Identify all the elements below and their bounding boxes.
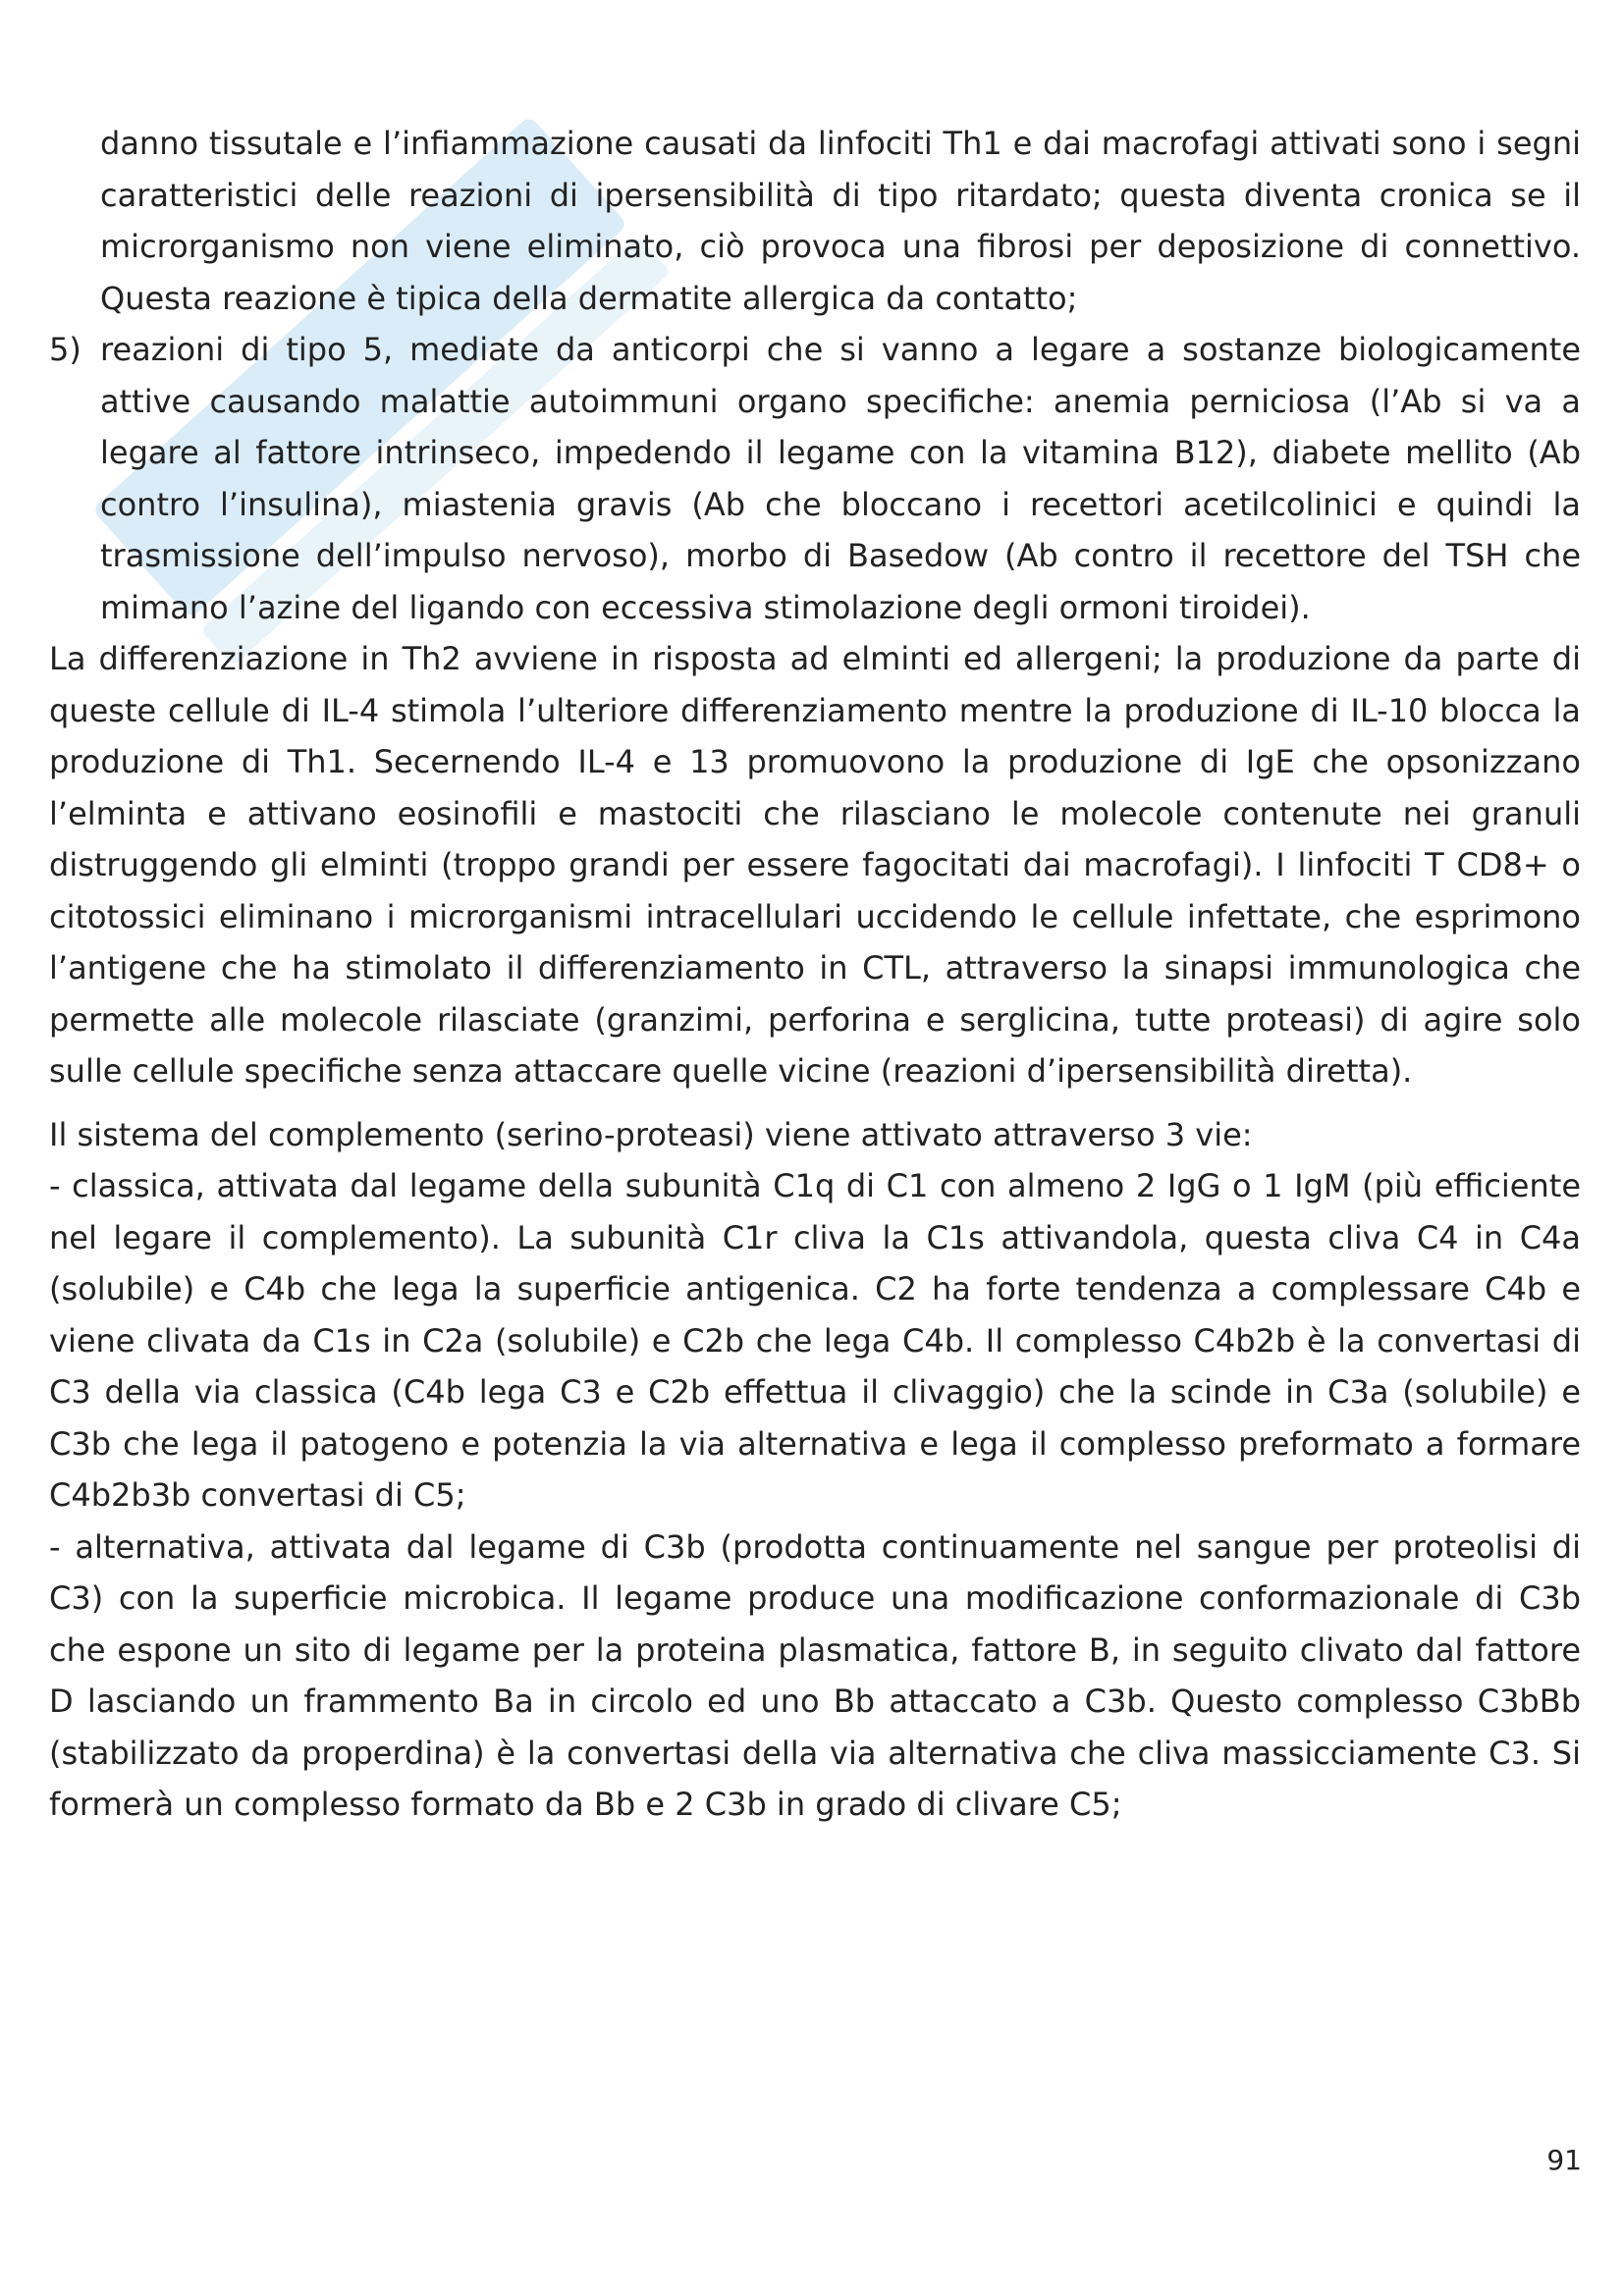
paragraph-complement-classical: - classica, attivata dal legame della subunità C1q di C1 con almeno 2 IgG o 1 IgM (più efficiente nel legare il complemento). La subunità C1r cliva la C1s attivandola, questa cliva C4 in C4a (solubile) e C4b che lega la superficie antigenica. C2 ha forte tendenza a complessare C4b e viene clivata da C1s in C2a (solubile) e C2b che lega C4b. Il complesso C4b2b è la convertasi di C3 della via classica (C4b lega C3 e C2b effettua il clivaggio) che la scinde in C3a (solubile) e C3b che lega il patogeno e potenzia la via alternativa e lega il complesso preformato a formare C4b2b3b convertasi di C5; <box>49 1167 1581 1514</box>
list-item-5-number: 5) <box>49 331 81 368</box>
document-page <box>49 118 1581 1831</box>
list-item-5 <box>49 324 1581 633</box>
paragraph-complement-alternative: - alternativa, attivata dal legame di C3b (prodotta continuamente nel sangue per proteolisi di C3) con la superficie microbica. Il legame produce una modificazione conformazionale di C3b che espone un sito di legame per la proteina plasmatica, fattore B, in seguito clivato dal fattore D lasciando un frammento Ba in circolo ed uno Bb attaccato a C3b. Questo complesso C3bBb (stabilizzato da properdina) è la convertasi della via alternativa che cliva massicciamente C3. Si formerà un complesso formato da Bb e 2 C3b in grado di clivare C5; <box>49 1527 1581 1823</box>
list-item-5-text: reazioni di tipo 5, mediate da anticorpi che si vanno a legare a sostanze biologicamente attive causando malattie autoimmuni organo specifiche: anemia perniciosa (l’Ab si va a legare al fattore intrinseco, impedendo il legame con la vitamina B12), diabete mellito (Ab contro l’insulina), miastenia gravis (Ab che bloccano i recettori acetilcolinici e quindi la trasmissione dell’impulso nervoso), morbo di Basedow (Ab contro il recettore del TSH che mimano l’azine del ligando con eccessiva stimolazione degli ormoni tiroidei). <box>100 331 1581 626</box>
paragraph-th2: La differenziazione in Th2 avviene in risposta ad elminti ed allergeni; la produzione da parte di queste cellule di IL-4 stimola l’ulteriore differenziamento mentre la produzione di IL-10 blocca la produzione di Th1. Secernendo IL-4 e 13 promuovono la produzione di IgE che opsonizzano l’elminta e attivano eosinofili e mastociti che rilasciano le molecole contenute nei granuli distruggendo gli elminti (troppo grandi per essere fagocitati dai macrofagi). I linfociti T CD8+ o citotossici eliminano i microrganismi intracellulari uccidendo le cellule infettate, che esprimono l’antigene che ha stimolato il differenziamento in CTL, attraverso la sinapsi immunologica che permette alle molecole rilasciate (granzimi, perforina e serglicina, tutte proteasi) di agire solo sulle cellule specifiche senza attaccare quelle vicine (reazioni d’ipersensibilità diretta). <box>49 640 1581 1090</box>
page-number: 91 <box>1546 2144 1582 2176</box>
paragraph-complement-intro: Il sistema del complemento (serino-proteasi) viene attivato attraverso 3 vie: <box>49 1115 1253 1153</box>
item-4-continuation: danno tissutale e l’infiammazione causati da linfociti Th1 e dai macrofagi attivati sono i segni caratteristici delle reazioni di ipersensibilità di tipo ritardato; questa diventa cronica se il microrganismo non viene eliminato, ciò provoca una fibrosi per deposizione di connettivo. Questa reazione è tipica della dermatite allergica da contatto; <box>100 125 1581 317</box>
